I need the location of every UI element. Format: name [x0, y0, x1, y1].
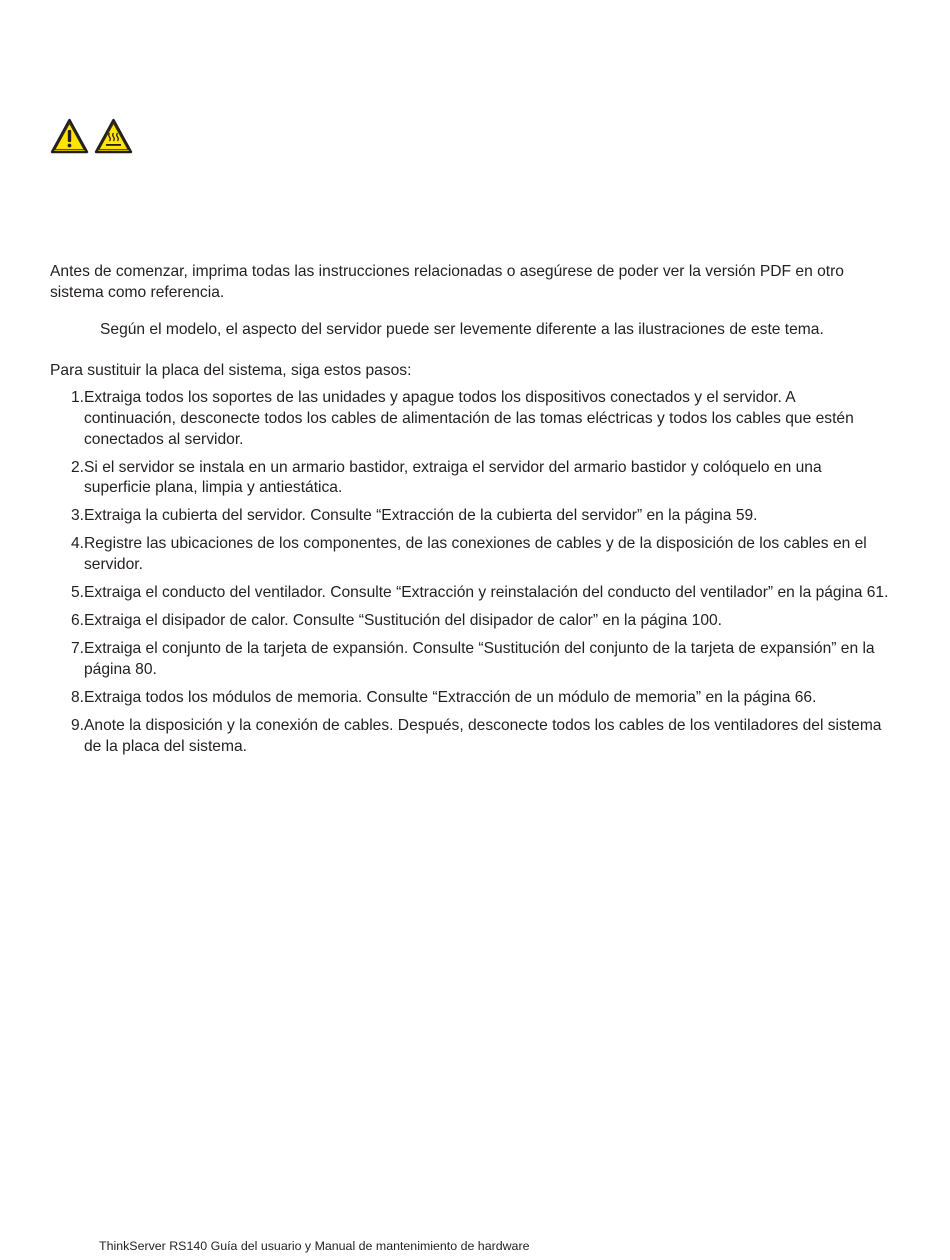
- list-item: [50, 534, 890, 575]
- list-item: [50, 506, 890, 527]
- step-number: 3.: [70, 507, 84, 525]
- step-number: 6.: [70, 612, 84, 630]
- caution-icon: [50, 118, 89, 154]
- note-paragraph: [50, 320, 890, 341]
- list-item: [50, 688, 890, 709]
- steps-intro: Para sustituir la placa del sistema, siga estos pasos:: [50, 361, 412, 379]
- step-text: Si el servidor se instala en un armario bastidor, extraiga el servidor del armario bastidor y colóquelo en una superficie plana, limpia y antiestática.: [84, 458, 822, 497]
- step-number: 9.: [70, 717, 84, 735]
- page-footer: ThinkServer RS140 Guía del usuario y Manual de mantenimiento de hardware: [99, 1239, 530, 1253]
- warning-icons: [50, 118, 133, 154]
- step-text: Anote la disposición y la conexión de cables. Después, desconecte todos los cables de los ventiladores del sistema de la placa del sistema.: [84, 717, 882, 755]
- document-body: [50, 262, 890, 765]
- step-number: 2.: [70, 458, 84, 476]
- note-text: Según el modelo, el aspecto del servidor puede ser levemente diferente a las ilustraciones de este tema.: [100, 321, 824, 339]
- step-number: 5.: [70, 584, 84, 602]
- list-item: [50, 388, 890, 450]
- list-item: [50, 611, 890, 632]
- hot-surface-icon: [94, 118, 133, 154]
- step-text: Extraiga el conjunto de la tarjeta de expansión. Consulte “Sustitución del conjunto de la tarjeta de expansión” en la página 80.: [84, 640, 875, 678]
- step-text: Extraiga el conducto del ventilador. Consulte “Extracción y reinstalación del conducto del ventilador” en la página 61.: [84, 584, 889, 602]
- intro-paragraph: Antes de comenzar, imprima todas las instrucciones relacionadas o asegúrese de poder ver la versión PDF en otro sistema como referencia.: [50, 263, 844, 301]
- step-number: 8.: [70, 689, 84, 706]
- list-item: [50, 458, 890, 499]
- list-item: [50, 716, 890, 757]
- step-text: Extraiga la cubierta del servidor. Consulte “Extracción de la cubierta del servidor” en la página 59.: [84, 507, 758, 525]
- step-number: 4.: [70, 535, 84, 553]
- step-text: Extraiga todos los soportes de las unidades y apague todos los dispositivos conectados y el servidor. A continuación, desconecte todos los cables de alimentación de las tomas eléctricas y todos los cables que estén conectados al servidor.: [84, 389, 854, 448]
- step-text: Extraiga todos los módulos de memoria. Consulte “Extracción de un módulo de memoria” en la página 66.: [84, 689, 817, 706]
- step-text: Registre las ubicaciones de los componentes, de las conexiones de cables y de la disposición de los cables en el servidor.: [84, 535, 867, 574]
- list-item: [50, 639, 890, 680]
- step-number: 1.: [70, 389, 84, 407]
- step-text: Extraiga el disipador de calor. Consulte “Sustitución del disipador de calor” en la página 100.: [84, 612, 722, 630]
- step-number: 7.: [70, 640, 84, 658]
- list-item: [50, 583, 890, 604]
- steps-list: [50, 388, 890, 757]
